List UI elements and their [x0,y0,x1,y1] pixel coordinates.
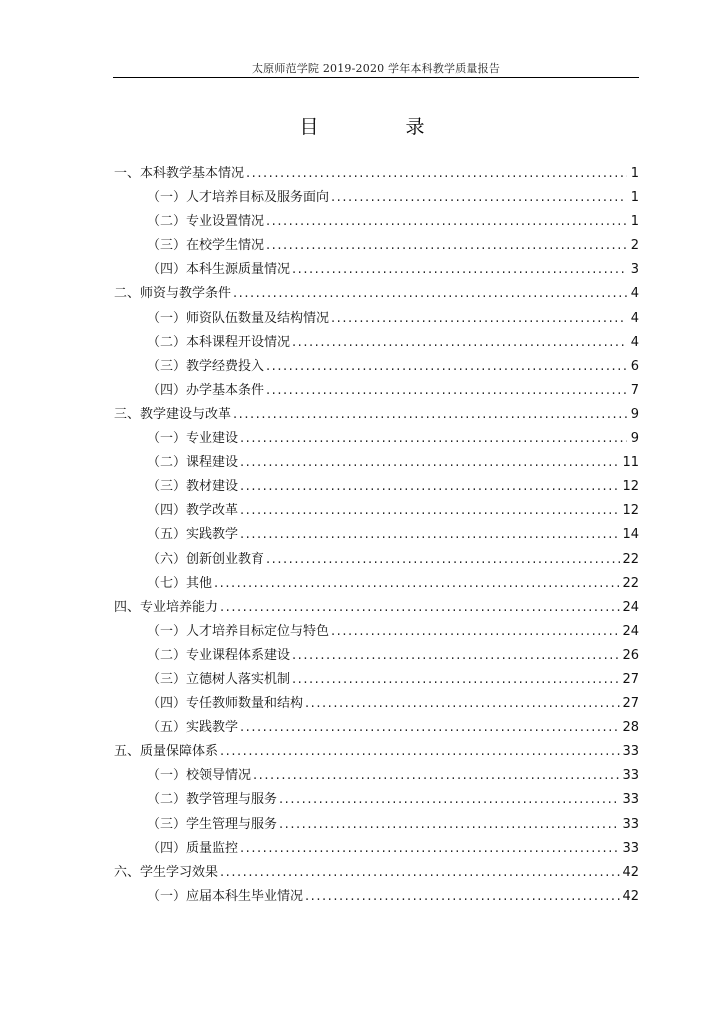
toc-entry-label: 三、教学建设与改革 [114,406,232,422]
toc-subsection-entry[interactable] [114,499,639,523]
toc-entry-label: （四）办学基本条件 [147,382,265,398]
toc-page-number: 24 [622,623,639,639]
toc-subsection-entry[interactable] [114,644,639,668]
toc-page-number: 33 [622,768,639,784]
running-header: 太原师范学院 2019-2020 学年本科教学质量报告 [251,62,501,75]
toc-subsection-entry[interactable] [114,692,639,716]
toc-dot-leader [240,716,620,740]
toc-dot-leader [266,355,627,379]
toc-subsection-entry[interactable] [114,716,639,740]
toc-dot-leader [331,307,627,331]
toc-entry-label: （一）人才培养目标及服务面向 [147,190,330,206]
toc-page-number: 28 [622,720,639,736]
toc-entry-label: 五、质量保障体系 [114,744,219,760]
toc-dot-leader [240,837,620,861]
toc-entry-label: （三）立德树人落实机制 [147,671,291,687]
toc-subsection-entry[interactable] [114,210,639,234]
toc-page-number: 2 [630,238,639,254]
toc-subsection-entry[interactable] [114,307,639,331]
toc-entry-label: （二）教学管理与服务 [147,792,278,808]
toc-page-number: 9 [630,431,639,447]
toc-title: 目 录 [299,116,459,138]
toc-page-number: 9 [630,406,639,422]
toc-subsection-entry[interactable] [114,668,639,692]
toc-page-number: 1 [630,166,639,181]
toc-page-number: 42 [622,864,639,880]
toc-subsection-entry[interactable] [114,475,639,499]
toc-entry-label: （四）质量监控 [147,840,239,856]
table-of-contents [114,162,639,909]
toc-entry-label: （三）教材建设 [147,479,239,495]
toc-page-number: 3 [630,262,639,278]
toc-entry-label: （二）课程建设 [147,455,239,471]
toc-page-number: 26 [622,647,639,663]
toc-entry-label: （二）专业设置情况 [147,214,265,230]
toc-subsection-entry[interactable] [114,331,639,355]
toc-entry-label: 二、师资与教学条件 [114,286,232,302]
toc-dot-leader [240,451,620,475]
toc-subsection-entry[interactable] [114,813,639,837]
toc-dot-leader [305,692,620,716]
toc-section-entry[interactable] [114,282,639,306]
toc-dot-leader [305,885,620,909]
toc-entry-label: （一）校领导情况 [147,768,252,784]
toc-entry-label: （五）实践教学 [147,527,239,543]
toc-subsection-entry[interactable] [114,451,639,475]
toc-dot-leader [266,548,620,572]
toc-page-number: 6 [630,358,639,374]
toc-entry-label: （五）实践教学 [147,720,239,736]
toc-section-entry[interactable] [114,861,639,885]
toc-page-number: 22 [622,575,639,591]
toc-subsection-entry[interactable] [114,258,639,282]
toc-entry-label: （一）人才培养目标定位与特色 [147,623,330,639]
toc-subsection-entry[interactable] [114,620,639,644]
toc-subsection-entry[interactable] [114,885,639,909]
toc-page-number: 33 [622,744,639,760]
toc-entry-label: 四、专业培养能力 [114,599,219,615]
toc-entry-label: （三）在校学生情况 [147,238,265,254]
toc-dot-leader [292,644,620,668]
toc-page-number: 22 [622,551,639,567]
toc-entry-label: （七）其他 [147,575,213,591]
toc-page-number: 7 [630,382,639,398]
toc-dot-leader [246,162,627,186]
toc-dot-leader [233,282,627,306]
toc-entry-label: 六、学生学习效果 [114,864,219,880]
toc-dot-leader [220,740,620,764]
toc-entry-label: （一）专业建设 [147,431,239,447]
toc-dot-leader [240,427,627,451]
toc-dot-leader [253,764,620,788]
toc-subsection-entry[interactable] [114,355,639,379]
toc-page-number: 1 [630,214,639,230]
toc-section-entry[interactable] [114,596,639,620]
toc-page-number: 4 [630,334,639,350]
toc-entry-label: （二）本科课程开设情况 [147,334,291,350]
toc-entry-label: （四）本科生源质量情况 [147,262,291,278]
toc-dot-leader [266,234,627,258]
toc-dot-leader [214,572,620,596]
toc-dot-leader [266,379,627,403]
toc-dot-leader [220,596,620,620]
toc-page-number: 4 [630,286,639,302]
header-rule [113,77,639,78]
toc-subsection-entry[interactable] [114,764,639,788]
toc-section-entry[interactable] [114,403,639,427]
toc-dot-leader [233,403,627,427]
toc-entry-label: （四）教学改革 [147,503,239,519]
toc-entry-label: （一）师资队伍数量及结构情况 [147,310,330,326]
toc-dot-leader [331,186,627,210]
toc-subsection-entry[interactable] [114,837,639,861]
toc-entry-label: （三）教学经费投入 [147,358,265,374]
toc-dot-leader [266,210,627,234]
toc-page-number: 27 [622,671,639,687]
toc-dot-leader [292,258,627,282]
toc-entry-label: （六）创新创业教育 [147,551,265,567]
toc-section-entry[interactable] [114,740,639,764]
toc-entry-label: （二）专业课程体系建设 [147,647,291,663]
toc-dot-leader [240,499,620,523]
toc-subsection-entry[interactable] [114,788,639,812]
toc-entry-label: （四）专任教师数量和结构 [147,696,304,712]
toc-subsection-entry[interactable] [114,234,639,258]
toc-page-number: 27 [622,696,639,712]
toc-subsection-entry[interactable] [114,572,639,596]
toc-subsection-entry[interactable] [114,523,639,547]
toc-dot-leader [331,620,620,644]
toc-entry-label: （三）学生管理与服务 [147,816,278,832]
toc-page-number: 14 [622,527,639,543]
toc-page-number: 33 [622,792,639,808]
toc-page-number: 11 [622,455,639,471]
toc-page-number: 33 [622,816,639,832]
toc-page-number: 12 [622,479,639,495]
toc-page-number: 24 [622,599,639,615]
toc-section-entry[interactable] [114,162,639,186]
toc-page-number: 4 [630,310,639,326]
toc-subsection-entry[interactable] [114,186,639,210]
toc-dot-leader [279,813,620,837]
toc-dot-leader [240,475,620,499]
toc-dot-leader [292,331,627,355]
toc-dot-leader [292,668,620,692]
toc-subsection-entry[interactable] [114,548,639,572]
toc-page-number: 12 [622,503,639,519]
toc-dot-leader [220,861,620,885]
toc-page-number: 42 [622,888,639,904]
toc-dot-leader [279,788,620,812]
toc-subsection-entry[interactable] [114,427,639,451]
toc-dot-leader [240,523,620,547]
toc-page-number: 33 [622,840,639,856]
toc-page-number: 1 [630,190,639,206]
toc-subsection-entry[interactable] [114,379,639,403]
toc-entry-label: 一、本科教学基本情况 [114,166,245,181]
toc-entry-label: （一）应届本科生毕业情况 [147,888,304,904]
